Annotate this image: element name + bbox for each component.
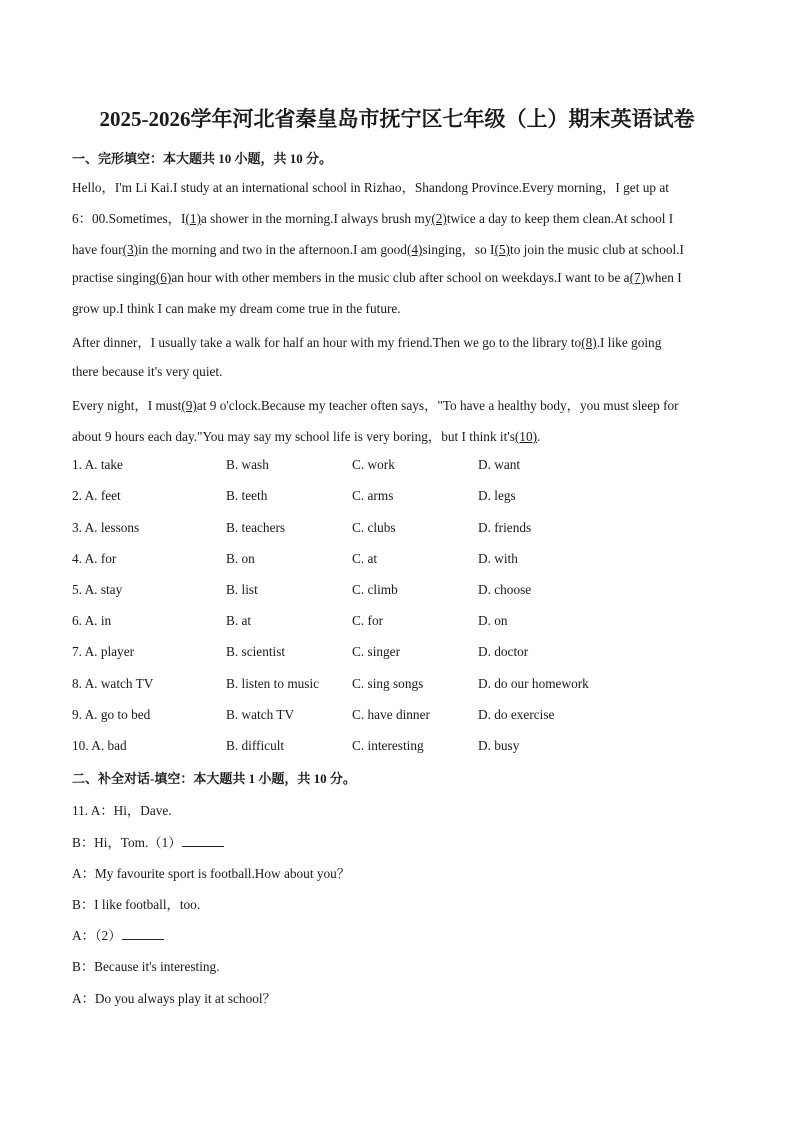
section-heading-dialogue: 二、补全对话-填空：本大题共 1 小题，共 10 分。	[72, 771, 356, 786]
passage-line: 6：00.Sometimes，I(1)a shower in the morning.I always brush my(2)twice a day to keep them clean.At school I	[72, 211, 674, 226]
blank-8: (8)	[581, 335, 597, 350]
option-a: 6. A. in	[72, 613, 112, 628]
option-b: B. teeth	[226, 488, 268, 503]
option-a: 9. A. go to bed	[72, 707, 151, 722]
blank-7: (7)	[629, 270, 646, 285]
section-heading-cloze: 一、完形填空：本大题共 10 小题，共 10 分。	[72, 151, 333, 166]
option-c: C. singer	[352, 644, 401, 659]
dialogue-line: B：I like football，too.	[72, 897, 201, 912]
option-a: 5. A. stay	[72, 582, 123, 597]
page-title: 2025-2026学年河北省秦皇岛市抚宁区七年级（上）期末英语试卷	[99, 107, 695, 131]
blank-5: (5)	[494, 242, 510, 257]
option-c: C. clubs	[352, 520, 396, 535]
passage-line: Hello，I'm Li Kai.I study at an international school in Rizhao，Shandong Province.Every morning，I get up at	[72, 180, 669, 195]
dialogue-line: B：Hi，Tom.（1）	[72, 832, 224, 851]
dialogue-line: B：Because it's interesting.	[72, 959, 220, 974]
passage-line: practise singing(6)an hour with other members in the music club after school on weekdays.I want to be a(7)when I	[72, 270, 682, 285]
option-a: 8. A. watch TV	[72, 676, 154, 691]
option-d: D. choose	[478, 582, 532, 597]
blank-3: (3)	[122, 242, 139, 257]
option-d: D. legs	[478, 488, 516, 503]
option-a: 10. A. bad	[72, 738, 127, 753]
option-b: B. listen to music	[226, 676, 320, 691]
option-b: B. difficult	[226, 738, 285, 753]
option-d: D. with	[478, 551, 518, 566]
option-c: C. work	[352, 457, 395, 472]
option-b: B. list	[226, 582, 258, 597]
option-b: B. watch TV	[226, 707, 295, 722]
passage-line: Every night，I must(9)at 9 o'clock.Because my teacher often says，"To have a healthy body，you must sleep for	[72, 398, 679, 413]
option-b: B. wash	[226, 457, 269, 472]
dialogue-line: A：Do you always play it at school？	[72, 991, 276, 1006]
option-b: B. at	[226, 613, 252, 628]
dialogue-line: 11. A：Hi，Dave.	[72, 803, 172, 818]
option-c: C. arms	[352, 488, 394, 503]
option-a: 1. A. take	[72, 457, 123, 472]
option-a: 3. A. lessons	[72, 520, 140, 535]
option-a: 2. A. feet	[72, 488, 121, 503]
blank-4: (4)	[406, 242, 423, 257]
option-b: B. on	[226, 551, 255, 566]
option-b: B. teachers	[226, 520, 286, 535]
passage-line: grow up.I think I can make my dream come true in the future.	[72, 301, 401, 316]
blank-6: (6)	[155, 270, 172, 285]
answer-blank-2	[122, 927, 164, 940]
passage-line: After dinner，I usually take a walk for half an hour with my friend.Then we go to the library to(8).I like going	[72, 335, 662, 350]
option-c: C. interesting	[352, 738, 424, 753]
blank-10: (10)	[514, 429, 538, 444]
option-b: B. scientist	[226, 644, 286, 659]
passage-line: there because it's very quiet.	[72, 364, 223, 379]
option-d: D. busy	[478, 738, 520, 753]
option-d: D. doctor	[478, 644, 529, 659]
passage-line: have four(3)in the morning and two in the afternoon.I am good(4)singing，so I(5)to join the music club at school.I	[72, 242, 684, 257]
dialogue-line: A：（2）	[72, 925, 164, 944]
option-d: D. do exercise	[478, 707, 555, 722]
option-c: C. for	[352, 613, 384, 628]
option-c: C. sing songs	[352, 676, 424, 691]
blank-1: (1)	[185, 211, 201, 226]
option-c: C. have dinner	[352, 707, 430, 722]
blank-2: (2)	[431, 211, 447, 226]
option-c: C. at	[352, 551, 378, 566]
option-c: C. climb	[352, 582, 398, 597]
option-d: D. want	[478, 457, 521, 472]
option-d: D. do our homework	[478, 676, 589, 691]
blank-9: (9)	[181, 398, 197, 413]
answer-blank-1	[182, 834, 224, 847]
option-a: 4. A. for	[72, 551, 117, 566]
option-d: D. friends	[478, 520, 532, 535]
dialogue-line: A：My favourite sport is football.How about you？	[72, 866, 351, 881]
passage-line: about 9 hours each day."You may say my school life is very boring，but I think it's(10).	[72, 429, 541, 444]
option-a: 7. A. player	[72, 644, 135, 659]
option-d: D. on	[478, 613, 508, 628]
